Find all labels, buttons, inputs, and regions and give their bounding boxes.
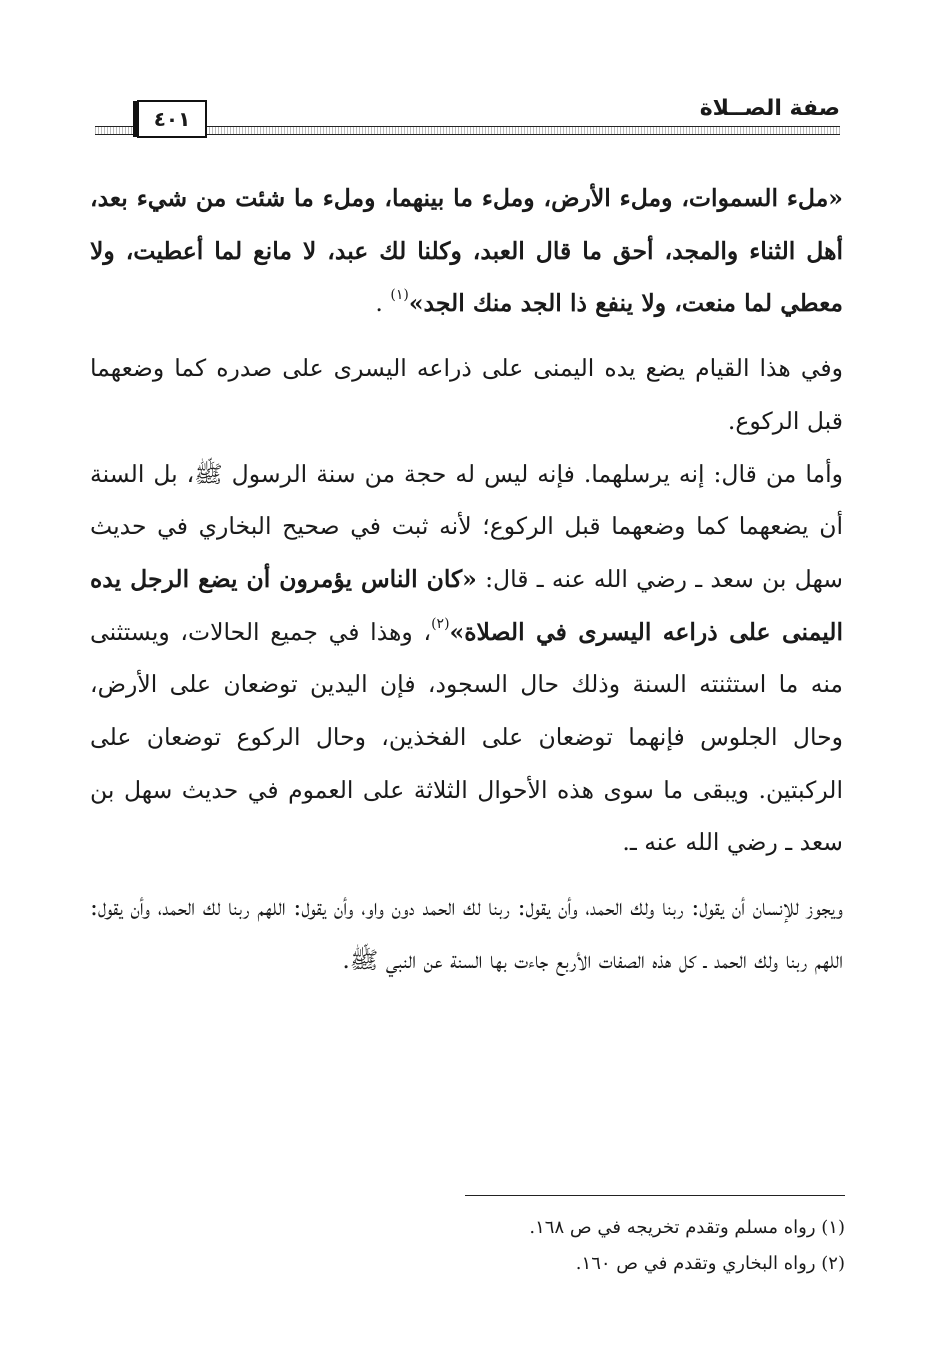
paragraph-1-end: . (375, 289, 383, 318)
footnote-ref-1: (١) (390, 287, 409, 304)
footnote-ref-2: (٢) (431, 615, 450, 632)
footnote-divider (465, 1195, 845, 1196)
paragraph-4: ويجوز للإنسان أن يقول: ربنا ولك الحمد، وأن يقول: ربنا لك الحمد دون واو، وأن يقول: اللهم ربنا لك الحمد، وأن يقول: اللهم ربنا ولك الحمد ـ كل هذه الصفات الأربع جاءت بها السنة عن النبي ﷺ. (90, 893, 843, 974)
paragraph-3-rest: ، وهذا في جميع الحالات، ويستثنى منه ما استثنته السنة وذلك حال السجود، فإن اليدين توضعان على الأرض، وحال الجلوس فإنهما توضعان على الفخذين، وحال الركوع توضعان على الركبتين. ويبقى ما سوى هذه الأحوال الثلاثة على العموم في حديث سهل بن سعد ـ رضي الله عنه ـ. (90, 617, 843, 857)
footnotes (300, 1210, 845, 1282)
book-title: صفة الصــلاة (692, 96, 840, 121)
footnote-1: (١) رواه مسلم وتقدم تخريجه في ص ١٦٨. (529, 1217, 845, 1238)
footnote-2: (٢) رواه البخاري وتقدم في ص ١٦٠. (575, 1253, 845, 1274)
page-header (95, 96, 840, 142)
quoted-supplication: «ملء السموات، وملء الأرض، وملء ما بينهما، وملء ما شئت من شيء بعد، أهل الثناء والمجد، أحق ما قال العبد، وكلنا لك عبد، لا مانع لما أعطيت، ولا معطي لما منعت، ولا ينفع ذا الجد منك الجد» (90, 184, 843, 318)
paragraph-2: وفي هذا القيام يضع يده اليمنى على ذراعه اليسرى على صدره كما وضعهما قبل الركوع. (90, 354, 843, 435)
paragraph-1 (90, 172, 843, 330)
main-text (90, 172, 843, 987)
hadith-quote: «كان الناس يؤمرون أن يضع الرجل يده اليمنى على ذراعه اليسرى في الصلاة» (90, 564, 843, 646)
paragraph-3-intro: وأما من قال: إنه يرسلهما. فإنه ليس له حجة من سنة الرسول ﷺ، بل السنة أن يضعهما كما وضعهما قبل الركوع؛ لأنه ثبت في صحيح البخاري في حديث سهل بن سعد ـ رضي الله عنه ـ قال: (90, 459, 843, 593)
page-number: ٤٠١ (137, 100, 207, 138)
paragraph-3 (90, 448, 843, 870)
